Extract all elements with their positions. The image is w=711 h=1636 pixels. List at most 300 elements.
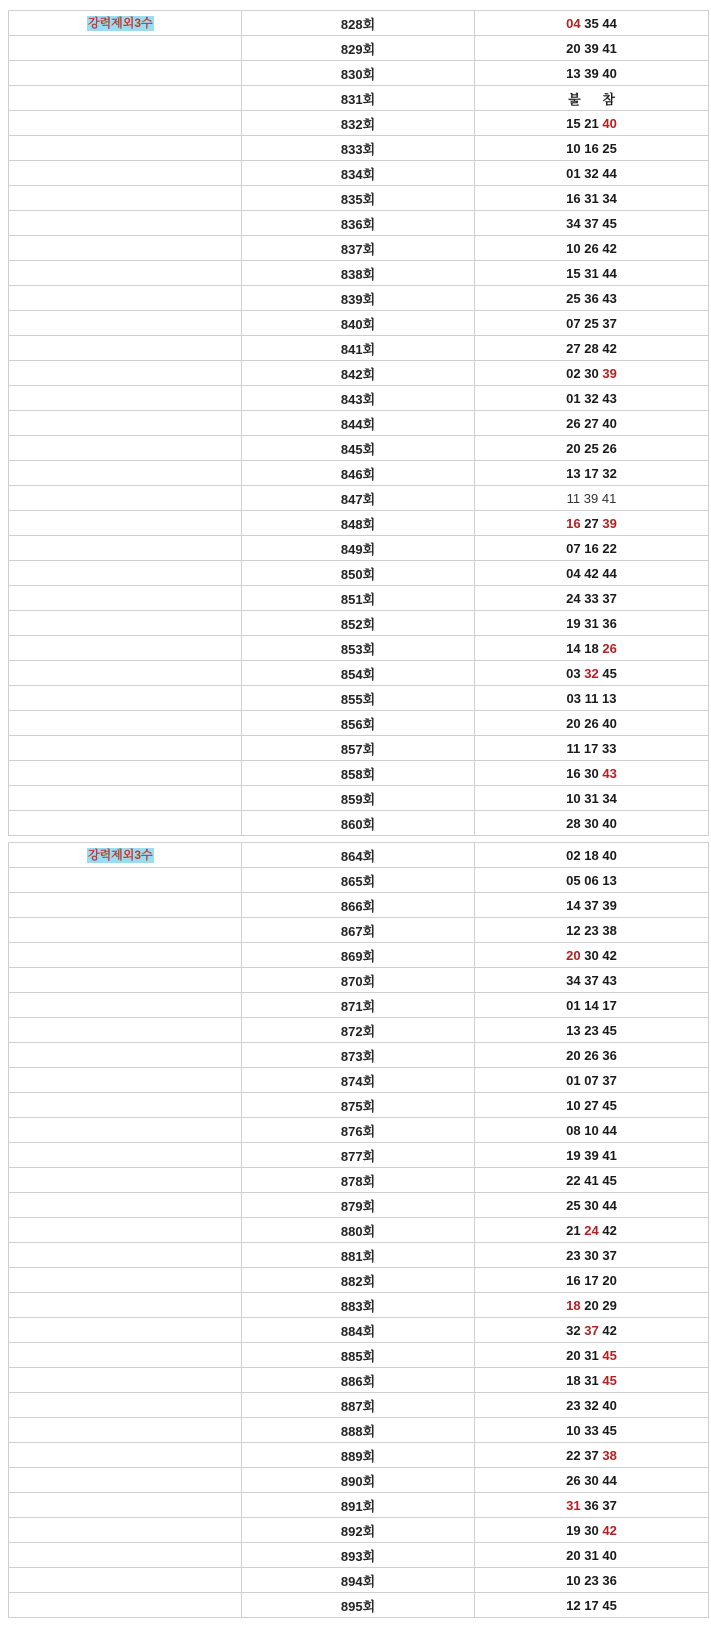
label-cell	[9, 386, 242, 411]
numbers-cell	[475, 786, 709, 811]
number-value: 40	[602, 847, 617, 863]
numbers-cell	[475, 511, 709, 536]
numbers-cell	[475, 1568, 709, 1593]
number-value: 42	[602, 340, 617, 356]
numbers-cell	[475, 1418, 709, 1443]
number-value: 18	[566, 1297, 581, 1313]
table-row	[9, 1243, 709, 1268]
label-cell	[9, 843, 242, 868]
number-value: 23	[584, 1572, 599, 1588]
number-value: 44	[602, 1197, 617, 1213]
number-value: 37	[584, 897, 599, 913]
round-cell: 849회	[242, 536, 475, 561]
number-value: 42	[584, 565, 599, 581]
number-value: 16	[566, 765, 581, 781]
round-cell: 890회	[242, 1468, 475, 1493]
number-value: 16	[584, 540, 599, 556]
numbers-cell	[475, 1218, 709, 1243]
numbers-cell	[475, 111, 709, 136]
table-row	[9, 536, 709, 561]
number-value: 18	[566, 1372, 581, 1388]
number-value: 38	[602, 1447, 617, 1463]
table-row	[9, 1493, 709, 1518]
numbers-cell	[475, 461, 709, 486]
label-cell	[9, 1493, 242, 1518]
number-value: 20	[566, 40, 581, 56]
number-value: 39	[602, 897, 617, 913]
table-row	[9, 711, 709, 736]
number-value: 03	[566, 665, 581, 681]
round-cell: 860회	[242, 811, 475, 836]
numbers-cell	[475, 1368, 709, 1393]
label-cell	[9, 61, 242, 86]
round-cell: 888회	[242, 1418, 475, 1443]
number-value: 40	[602, 715, 617, 731]
numbers-cell	[475, 661, 709, 686]
table-row	[9, 211, 709, 236]
numbers-cell	[475, 86, 709, 111]
numbers-cell	[475, 1443, 709, 1468]
label-cell	[9, 1418, 242, 1443]
label-cell	[9, 511, 242, 536]
number-value: 41	[584, 1172, 599, 1188]
number-value: 43	[602, 765, 617, 781]
table-row	[9, 411, 709, 436]
number-value: 44	[602, 165, 617, 181]
label-cell	[9, 561, 242, 586]
numbers-cell	[475, 868, 709, 893]
round-cell: 893회	[242, 1543, 475, 1568]
number-value: 34	[602, 190, 617, 206]
round-cell: 891회	[242, 1493, 475, 1518]
table-row	[9, 311, 709, 336]
table-row	[9, 1318, 709, 1343]
round-cell: 857회	[242, 736, 475, 761]
label-cell	[9, 36, 242, 61]
round-cell: 847회	[242, 486, 475, 511]
table-row	[9, 1218, 709, 1243]
number-value: 26	[602, 640, 617, 656]
round-cell: 867회	[242, 918, 475, 943]
section-label: 강력제외3수	[88, 16, 153, 30]
round-cell: 871회	[242, 993, 475, 1018]
round-cell: 873회	[242, 1043, 475, 1068]
number-value: 38	[602, 922, 617, 938]
number-value: 40	[602, 65, 617, 81]
numbers-cell	[475, 1093, 709, 1118]
numbers-cell	[475, 1593, 709, 1618]
numbers-cell	[475, 586, 709, 611]
table-row	[9, 386, 709, 411]
number-value: 06	[584, 872, 599, 888]
number-value: 17	[583, 740, 599, 756]
table-row	[9, 561, 709, 586]
round-cell: 874회	[242, 1068, 475, 1093]
round-cell: 878회	[242, 1168, 475, 1193]
number-value: 36	[602, 1047, 617, 1063]
number-value: 20	[602, 1272, 617, 1288]
label-cell	[9, 486, 242, 511]
number-value: 30	[584, 765, 599, 781]
numbers-cell	[475, 61, 709, 86]
numbers-cell	[475, 1318, 709, 1343]
table-row	[9, 1593, 709, 1618]
round-cell: 829회	[242, 36, 475, 61]
label-cell	[9, 968, 242, 993]
number-value: 44	[602, 565, 617, 581]
table-row	[9, 86, 709, 111]
label-cell	[9, 161, 242, 186]
round-cell: 831회	[242, 86, 475, 111]
number-value: 11	[584, 690, 599, 706]
number-value: 28	[584, 340, 599, 356]
numbers-cell	[475, 993, 709, 1018]
table-row	[9, 786, 709, 811]
number-value: 31	[566, 1497, 581, 1513]
number-value: 23	[566, 1247, 581, 1263]
number-value: 30	[584, 1247, 599, 1263]
numbers-cell	[475, 161, 709, 186]
round-cell: 864회	[242, 843, 475, 868]
numbers-cell	[475, 311, 709, 336]
label-cell	[9, 1093, 242, 1118]
number-value: 42	[602, 240, 617, 256]
label-cell	[9, 786, 242, 811]
table-row	[9, 943, 709, 968]
label-cell	[9, 236, 242, 261]
numbers-cell	[475, 1493, 709, 1518]
label-cell	[9, 1343, 242, 1368]
number-value: 37	[584, 972, 599, 988]
number-value: 26	[566, 415, 581, 431]
table-row	[9, 1443, 709, 1468]
number-value: 21	[566, 1222, 581, 1238]
round-cell: 835회	[242, 186, 475, 211]
table-body-1	[9, 11, 709, 836]
number-value: 35	[584, 15, 599, 31]
round-cell: 848회	[242, 511, 475, 536]
numbers-cell	[475, 1193, 709, 1218]
number-value: 30	[584, 1197, 599, 1213]
table-row	[9, 1143, 709, 1168]
label-cell	[9, 1043, 242, 1068]
number-value: 05	[566, 872, 581, 888]
round-cell: 828회	[242, 11, 475, 36]
number-value: 20	[566, 1547, 581, 1563]
number-value: 30	[584, 815, 599, 831]
number-value: 39	[602, 365, 617, 381]
round-cell: 832회	[242, 111, 475, 136]
label-cell	[9, 11, 242, 36]
label-cell	[9, 1318, 242, 1343]
round-cell: 838회	[242, 261, 475, 286]
number-value: 22	[566, 1447, 581, 1463]
number-value: 25	[584, 440, 599, 456]
number-value: 16	[566, 1272, 581, 1288]
number-value: 41	[601, 490, 617, 506]
number-value: 32	[584, 1397, 599, 1413]
number-value: 17	[584, 1272, 599, 1288]
number-value: 37	[602, 315, 617, 331]
number-value: 11	[566, 740, 581, 756]
table-row	[9, 186, 709, 211]
label-cell	[9, 361, 242, 386]
round-cell: 887회	[242, 1393, 475, 1418]
numbers-cell	[475, 1393, 709, 1418]
table-row	[9, 1543, 709, 1568]
number-value: 20	[584, 1297, 599, 1313]
number-value: 13	[566, 65, 581, 81]
label-cell	[9, 1068, 242, 1093]
table-row	[9, 1068, 709, 1093]
number-value: 01	[566, 165, 581, 181]
number-value: 30	[584, 1472, 599, 1488]
round-cell: 833회	[242, 136, 475, 161]
table-row	[9, 1518, 709, 1543]
number-value: 07	[566, 315, 581, 331]
table-row	[9, 336, 709, 361]
number-value: 11	[566, 490, 581, 506]
number-value: 42	[602, 1222, 617, 1238]
round-cell: 853회	[242, 636, 475, 661]
number-value: 30	[584, 1522, 599, 1538]
label-cell	[9, 186, 242, 211]
numbers-cell	[475, 1068, 709, 1093]
number-value: 28	[566, 815, 581, 831]
number-value: 39	[584, 40, 599, 56]
number-value: 18	[584, 640, 599, 656]
numbers-cell	[475, 686, 709, 711]
number-value: 31	[584, 1547, 599, 1563]
round-cell: 830회	[242, 61, 475, 86]
numbers-cell	[475, 1293, 709, 1318]
numbers-cell	[475, 286, 709, 311]
number-value: 27	[584, 415, 599, 431]
table-row	[9, 361, 709, 386]
number-value: 25	[566, 1197, 581, 1213]
number-value: 07	[566, 540, 581, 556]
number-value: 45	[602, 1422, 617, 1438]
number-value: 25	[584, 315, 599, 331]
number-value: 07	[584, 1072, 599, 1088]
number-value: 36	[584, 290, 599, 306]
label-cell	[9, 1243, 242, 1268]
label-cell	[9, 736, 242, 761]
number-value: 45	[602, 1022, 617, 1038]
table-row	[9, 461, 709, 486]
number-value: 31	[584, 190, 599, 206]
round-cell: 855회	[242, 686, 475, 711]
numbers-cell	[475, 918, 709, 943]
numbers-cell	[475, 611, 709, 636]
numbers-cell	[475, 411, 709, 436]
number-value: 37	[602, 590, 617, 606]
number-value: 01	[566, 1072, 581, 1088]
number-value: 15	[566, 115, 581, 131]
label-cell	[9, 1443, 242, 1468]
number-value: 26	[602, 440, 617, 456]
label-cell	[9, 918, 242, 943]
number-value: 22	[566, 1172, 581, 1188]
numbers-cell	[475, 436, 709, 461]
table-row	[9, 1093, 709, 1118]
number-value: 01	[566, 390, 581, 406]
table-body-2	[9, 843, 709, 1618]
round-cell: 844회	[242, 411, 475, 436]
number-value: 17	[602, 997, 617, 1013]
label-cell	[9, 711, 242, 736]
number-value: 10	[566, 140, 581, 156]
numbers-cell	[475, 1043, 709, 1068]
number-value: 32	[602, 465, 617, 481]
table-row	[9, 1343, 709, 1368]
number-value: 20	[566, 1047, 581, 1063]
round-cell: 880회	[242, 1218, 475, 1243]
label-cell	[9, 1543, 242, 1568]
label-cell	[9, 1368, 242, 1393]
number-value: 40	[602, 115, 617, 131]
table-row	[9, 1193, 709, 1218]
number-value: 40	[602, 1547, 617, 1563]
number-value: 40	[602, 1397, 617, 1413]
table-row	[9, 511, 709, 536]
round-cell: 884회	[242, 1318, 475, 1343]
label-cell	[9, 1143, 242, 1168]
label-cell	[9, 1268, 242, 1293]
round-cell: 840회	[242, 311, 475, 336]
number-value: 20	[566, 1347, 581, 1363]
numbers-cell	[475, 136, 709, 161]
numbers-cell	[475, 211, 709, 236]
number-value: 45	[602, 1597, 617, 1613]
table-row	[9, 611, 709, 636]
number-value: 23	[566, 1397, 581, 1413]
numbers-cell	[475, 843, 709, 868]
table-row	[9, 111, 709, 136]
round-cell: 841회	[242, 336, 475, 361]
number-value: 34	[566, 972, 581, 988]
exclusion-table-2	[8, 842, 709, 1618]
round-cell: 872회	[242, 1018, 475, 1043]
number-value: 10	[566, 1097, 581, 1113]
number-value: 34	[602, 790, 617, 806]
number-value: 39	[602, 515, 617, 531]
numbers-cell	[475, 486, 709, 511]
number-value: 26	[584, 1047, 599, 1063]
numbers-cell	[475, 11, 709, 36]
numbers-cell	[475, 893, 709, 918]
numbers-cell	[475, 386, 709, 411]
numbers-cell	[475, 336, 709, 361]
table-row	[9, 993, 709, 1018]
numbers-cell	[475, 636, 709, 661]
number-value: 10	[566, 790, 581, 806]
label-cell	[9, 811, 242, 836]
number-value: 45	[602, 1347, 617, 1363]
number-value: 41	[602, 40, 617, 56]
numbers-cell	[475, 261, 709, 286]
exclusion-table-1	[8, 10, 709, 836]
round-cell: 877회	[242, 1143, 475, 1168]
number-value: 20	[566, 440, 581, 456]
table-row	[9, 736, 709, 761]
number-value: 16	[584, 140, 599, 156]
number-value: 10	[566, 1572, 581, 1588]
round-cell: 851회	[242, 586, 475, 611]
table-row	[9, 236, 709, 261]
label-cell	[9, 1218, 242, 1243]
label-cell	[9, 261, 242, 286]
number-value: 24	[566, 590, 581, 606]
label-cell	[9, 868, 242, 893]
table-row	[9, 968, 709, 993]
number-value: 44	[602, 15, 617, 31]
number-value: 32	[566, 1322, 581, 1338]
label-cell	[9, 661, 242, 686]
round-cell: 845회	[242, 436, 475, 461]
number-value: 31	[584, 265, 599, 281]
number-value: 20	[566, 715, 581, 731]
numbers-cell	[475, 36, 709, 61]
number-value: 33	[584, 590, 599, 606]
numbers-cell	[475, 1168, 709, 1193]
round-cell: 882회	[242, 1268, 475, 1293]
table-row	[9, 661, 709, 686]
number-value: 참	[602, 91, 615, 107]
number-value: 19	[566, 1147, 581, 1163]
number-value: 31	[584, 1372, 599, 1388]
number-value: 33	[584, 1422, 599, 1438]
round-cell: 858회	[242, 761, 475, 786]
number-value: 13	[566, 465, 581, 481]
table-row	[9, 686, 709, 711]
number-value: 15	[566, 265, 581, 281]
number-value: 39	[584, 1147, 599, 1163]
number-value: 불	[568, 91, 581, 107]
number-value: 13	[566, 1022, 581, 1038]
number-value: 42	[602, 1322, 617, 1338]
number-value: 16	[566, 515, 581, 531]
number-value: 12	[566, 1597, 581, 1613]
numbers-cell	[475, 236, 709, 261]
table-row	[9, 1018, 709, 1043]
number-value: 02	[566, 847, 581, 863]
number-value: 29	[602, 1297, 617, 1313]
number-value: 44	[602, 1472, 617, 1488]
number-value: 14	[566, 897, 581, 913]
label-cell	[9, 86, 242, 111]
number-value: 31	[584, 1347, 599, 1363]
number-value: 13	[602, 872, 617, 888]
label-cell	[9, 761, 242, 786]
table-row	[9, 843, 709, 868]
label-cell	[9, 611, 242, 636]
number-value: 44	[602, 265, 617, 281]
label-cell	[9, 336, 242, 361]
number-value: 17	[584, 465, 599, 481]
table-row	[9, 893, 709, 918]
table-row	[9, 1268, 709, 1293]
number-value: 39	[584, 65, 599, 81]
number-value: 40	[602, 815, 617, 831]
table-row	[9, 261, 709, 286]
number-value: 37	[584, 1447, 599, 1463]
number-value: 32	[584, 665, 599, 681]
table-row	[9, 286, 709, 311]
number-value: 25	[602, 140, 617, 156]
numbers-cell	[475, 561, 709, 586]
number-value: 36	[584, 1497, 599, 1513]
